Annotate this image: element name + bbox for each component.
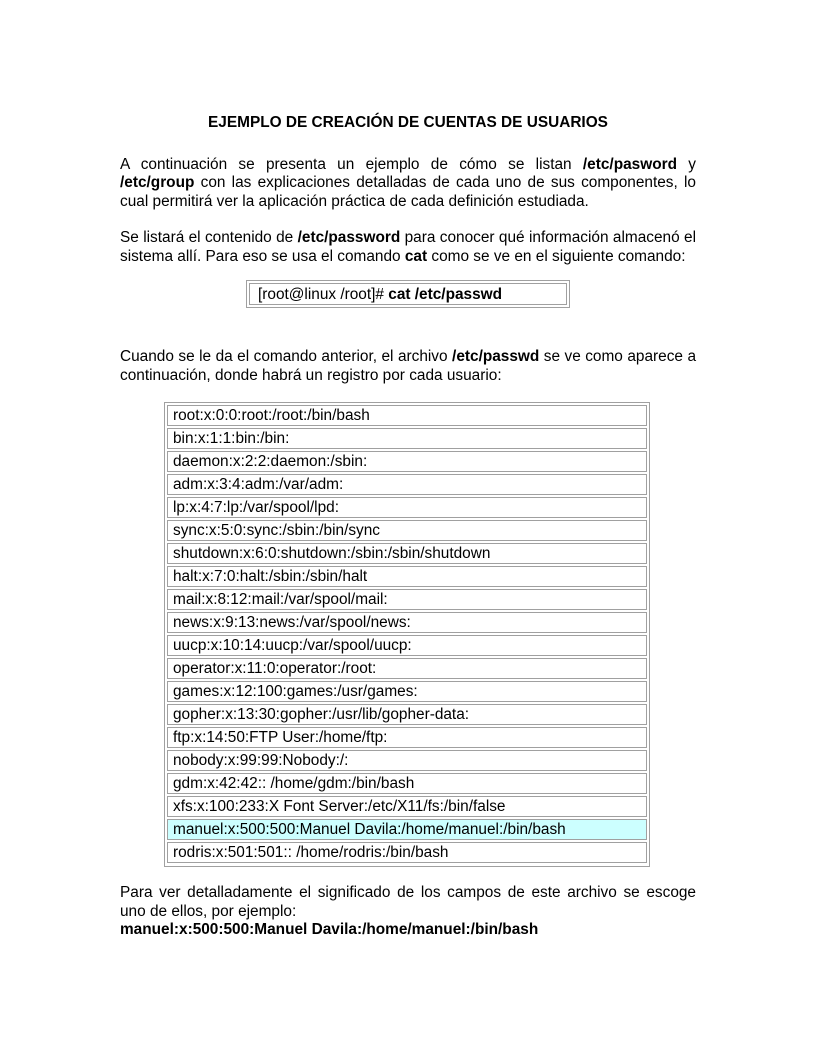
- passwd-table: [164, 402, 650, 867]
- bold-path: /etc/pasword: [582, 155, 677, 173]
- text-run: como se ve en el siguiente comando:: [427, 247, 686, 265]
- intro-paragraph: [120, 156, 696, 212]
- table-row: operator:x:11:0:operator:/root:: [167, 658, 647, 679]
- table-row: nobody:x:99:99:Nobody:/:: [167, 750, 647, 771]
- text-run: para conocer qué información almacenó el sistema allí. Para eso se usa el comando: [120, 229, 696, 265]
- table-row: ftp:x:14:50:FTP User:/home/ftp:: [167, 727, 647, 748]
- text-run: Se listará el contenido de: [120, 229, 298, 246]
- table-row: rodris:x:501:501:: /home/rodris:/bin/bash: [167, 842, 647, 863]
- table-row: daemon:x:2:2:daemon:/sbin:: [167, 451, 647, 472]
- table-row: halt:x:7:0:halt:/sbin:/sbin/halt: [167, 566, 647, 587]
- table-row: uucp:x:10:14:uucp:/var/spool/uucp:: [167, 635, 647, 656]
- table-row: gdm:x:42:42:: /home/gdm:/bin/bash: [167, 773, 647, 794]
- result-paragraph: [120, 348, 696, 385]
- table-row: root:x:0:0:root:/root:/bin/bash: [167, 405, 647, 426]
- bold-path: /etc/passwd: [452, 348, 540, 365]
- command-prompt: [root@linux /root]#: [258, 286, 389, 303]
- table-row: manuel:x:500:500:Manuel Davila:/home/manuel:/bin/bash: [167, 819, 647, 840]
- table-row: mail:x:8:12:mail:/var/spool/mail:: [167, 589, 647, 610]
- document-title: EJEMPLO DE CREACIÓN DE CUENTAS DE USUARIOS: [208, 114, 608, 131]
- command-text: cat /etc/passwd: [388, 286, 503, 303]
- table-row: gopher:x:13:30:gopher:/usr/lib/gopher-data:: [167, 704, 647, 725]
- table-row: bin:x:1:1:bin:/bin:: [167, 428, 647, 449]
- text-run: con las explicaciones detalladas de cada uno de sus componentes, lo cual permitirá ver la aplicación práctica de cada definición estudiada.: [120, 174, 696, 210]
- text-run: y: [677, 155, 696, 173]
- text-run: Cuando se le da el comando anterior, el archivo: [120, 348, 453, 365]
- table-row: xfs:x:100:233:X Font Server:/etc/X11/fs:/bin/false: [167, 796, 647, 817]
- table-row: shutdown:x:6:0:shutdown:/sbin:/sbin/shutdown: [167, 543, 647, 564]
- table-row: games:x:12:100:games:/usr/games:: [167, 681, 647, 702]
- command-cell: [249, 283, 567, 305]
- bold-path: /etc/password: [297, 229, 401, 246]
- example-entry: manuel:x:500:500:Manuel Davila:/home/manuel:/bin/bash: [120, 921, 539, 938]
- bold-command: cat: [404, 247, 428, 265]
- document-page: [120, 114, 696, 940]
- bold-path: /etc/group: [120, 174, 195, 191]
- table-row: news:x:9:13:news:/var/spool/news:: [167, 612, 647, 633]
- listing-paragraph: [120, 229, 696, 266]
- table-row: lp:x:4:7:lp:/var/spool/lpd:: [167, 497, 647, 518]
- table-row: sync:x:5:0:sync:/sbin:/bin/sync: [167, 520, 647, 541]
- table-row: adm:x:3:4:adm:/var/adm:: [167, 474, 647, 495]
- command-box: [246, 280, 570, 308]
- detail-paragraph: Para ver detalladamente el significado de los campos de este archivo se escoge uno de ellos, por ejemplo:: [120, 884, 696, 920]
- text-run: A continuación se presenta un ejemplo de cómo se listan: [120, 155, 583, 173]
- text-run: se ve como aparece a continuación, donde habrá un registro por cada usuario:: [120, 348, 696, 384]
